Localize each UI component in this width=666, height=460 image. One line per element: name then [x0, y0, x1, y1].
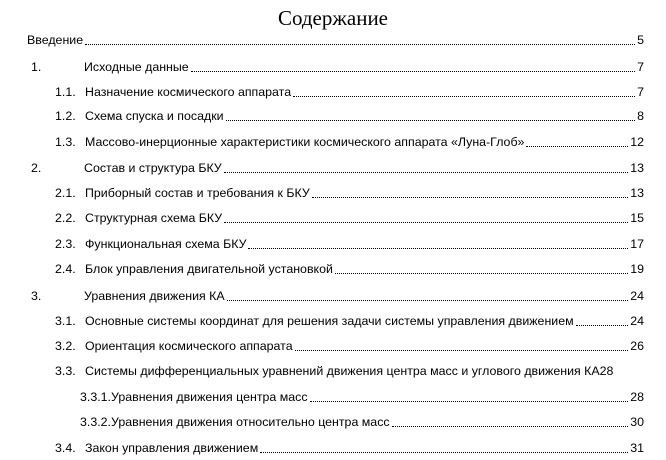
toc-entry[interactable]: [55, 234, 644, 252]
toc-entry-text: Структурная схема БКУ: [85, 211, 223, 225]
toc-entry-text: Массово-инерционные характеристики космического аппарата «Луна-Глоб»: [85, 135, 525, 149]
toc-entry-text: Уравнения движения КА: [84, 289, 225, 303]
toc-entry-page: 19: [630, 262, 644, 276]
toc-entry-number: 3.3.2.: [80, 415, 112, 429]
toc-entry-text: Исходные данные: [84, 60, 189, 74]
toc-leader: [224, 222, 628, 223]
toc-leader: [392, 426, 629, 427]
toc-entry-text: Уравнения движения относительно центра масс: [111, 415, 390, 429]
toc-entry-number: 3.: [31, 289, 42, 303]
toc-entry-number: 3.4.: [55, 441, 76, 455]
toc-entry-number: 1.1.: [55, 85, 76, 99]
toc-entry[interactable]: [55, 106, 644, 124]
toc-leader: [226, 120, 636, 121]
toc-entry-page: 30: [630, 415, 644, 429]
toc-entry-text: Введение: [27, 33, 84, 47]
toc-entry-page: 8: [637, 109, 644, 123]
toc-entry[interactable]: [31, 286, 644, 304]
toc-entry-text: Состав и структура БКУ: [84, 161, 222, 175]
toc-leader: [576, 325, 629, 326]
toc-entry-page: 12: [630, 135, 644, 149]
toc-entry-text: Ориентация космического аппарата: [85, 339, 293, 353]
toc-entry-text: Назначение космического аппарата: [85, 85, 292, 99]
toc-entry-page: 7: [637, 85, 644, 99]
toc-entry-page: 28: [599, 364, 614, 378]
toc-entry-page: 28: [630, 390, 644, 404]
toc-entry-page: 26: [630, 339, 644, 353]
toc-entry-text: Блок управления двигательной установкой: [85, 262, 333, 276]
toc-entry-page: 17: [630, 237, 644, 251]
toc-entry-text: Схема спуска и посадки: [85, 109, 224, 123]
toc-entry[interactable]: [31, 57, 644, 75]
toc-entry-number: 3.3.: [55, 364, 76, 378]
toc-entry[interactable]: [55, 438, 644, 456]
toc-entry[interactable]: [55, 311, 644, 329]
toc-leader: [248, 248, 628, 249]
toc-leader: [224, 172, 629, 173]
toc-entry-text: Приборный состав и требования к БКУ: [85, 186, 310, 200]
toc-entry-number: 3.2.: [55, 339, 76, 353]
toc-entry[interactable]: [55, 259, 644, 277]
toc-entry[interactable]: [55, 361, 644, 379]
toc-entry-text: Функциональная схема БКУ: [85, 237, 247, 251]
toc-entry-page: 7: [637, 60, 644, 74]
toc-entry-text: Основные системы координат для решения задачи системы управления движением: [85, 314, 574, 328]
toc-leader: [85, 44, 635, 45]
toc-entry[interactable]: [55, 208, 644, 226]
toc-entry-page: 31: [630, 441, 644, 455]
toc-entry[interactable]: [55, 82, 644, 100]
toc-entry-number: 3.1.: [55, 314, 76, 328]
toc-entry-number: 2.3.: [55, 237, 76, 251]
toc-entry-page: 15: [630, 211, 644, 225]
toc-entry[interactable]: [80, 412, 644, 430]
toc-entry-number: 2.2.: [55, 211, 76, 225]
toc-leader: [335, 273, 628, 274]
toc-leader: [260, 452, 628, 453]
toc-leader: [191, 71, 635, 72]
toc-leader: [293, 96, 635, 97]
toc-entry-text: Закон управления движением: [85, 441, 259, 455]
toc-entry-page: 24: [630, 314, 644, 328]
toc-entry-number: 1.: [31, 60, 42, 74]
toc-entry-number: 1.2.: [55, 109, 76, 123]
toc-entry-page: 13: [630, 161, 644, 175]
toc-entry-text: Системы дифференциальных уравнений движения центра масс и углового движения КА: [85, 364, 600, 378]
toc-entry-text: Уравнения движения центра масс: [111, 390, 308, 404]
toc-entry-number: 2.1.: [55, 186, 76, 200]
toc-entry-number: 1.3.: [55, 135, 76, 149]
toc-entry-page: 24: [630, 289, 644, 303]
toc-leader: [295, 350, 629, 351]
toc-leader: [312, 197, 628, 198]
toc-entry-number: 2.: [31, 161, 42, 175]
toc-entry[interactable]: [55, 336, 644, 354]
toc-leader: [227, 300, 629, 301]
toc-entry[interactable]: [55, 132, 644, 150]
toc-entry-number: 3.3.1.: [80, 390, 112, 404]
toc-leader: [310, 401, 629, 402]
toc-entry-page: 5: [637, 33, 644, 47]
toc-entry[interactable]: [80, 387, 644, 405]
toc-entry[interactable]: [31, 158, 644, 176]
toc-entry[interactable]: [27, 30, 644, 48]
toc-entry-number: 2.4.: [55, 262, 76, 276]
toc-entry[interactable]: [55, 183, 644, 201]
page-title: Содержание: [277, 6, 389, 30]
toc-leader: [526, 146, 628, 147]
toc-entry-page: 13: [630, 186, 644, 200]
